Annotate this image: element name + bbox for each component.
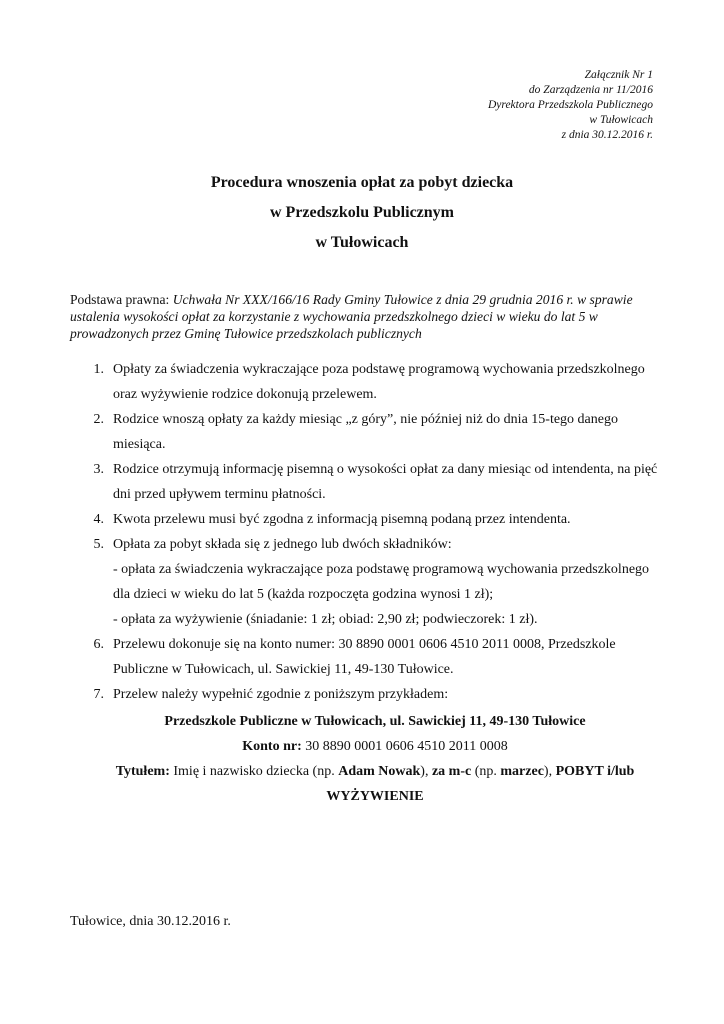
example-title-text-1: Imię i nazwisko dziecka (np.: [169, 764, 339, 779]
list-item: [70, 457, 660, 507]
item-number: 3.: [93, 462, 104, 477]
annex-line-2: do Zarządzenia nr 11/2016: [528, 84, 653, 96]
annex-line-4: w Tułowicach: [589, 114, 653, 126]
footer-place-date: Tułowice, dnia 30.12.2016 r.: [70, 914, 231, 929]
item-subtext-2: - opłata za wyżywienie (śniadanie: 1 zł; obiad: 2,90 zł; podwieczorek: 1 zł).: [113, 612, 538, 627]
annex-line-5: z dnia 30.12.2016 r.: [561, 129, 653, 141]
item-number: 1.: [93, 362, 104, 377]
item-text-group: [113, 532, 660, 632]
list-item: [70, 682, 660, 707]
item-number: 4.: [93, 512, 104, 527]
title-line-1: Procedura wnoszenia opłat za pobyt dziecka: [210, 174, 514, 191]
procedure-list: [70, 357, 660, 707]
list-item: [70, 357, 660, 407]
example-title-text-2: ),: [420, 764, 432, 779]
example-account-label: Konto nr:: [242, 739, 302, 754]
item-number: 6.: [93, 637, 104, 652]
item-text: Kwota przelewu musi być zgodna z informacją pisemną podaną przez intendenta.: [113, 512, 571, 527]
example-title-label: Tytułem:: [115, 764, 170, 779]
annex-line-3: Dyrektora Przedszkola Publicznego: [487, 99, 653, 111]
example-month-label: za m-c: [431, 764, 472, 779]
list-item: [70, 632, 660, 682]
example-title-tail: POBYT i/lub: [555, 764, 635, 779]
example-title-last: WYŻYWIENIE: [326, 789, 424, 804]
transfer-example: [70, 709, 680, 809]
example-month: marzec: [500, 764, 544, 779]
item-number: 2.: [93, 412, 104, 427]
example-child-name: Adam Nowak: [338, 764, 421, 779]
item-number: 5.: [93, 537, 104, 552]
list-item: [70, 407, 660, 457]
item-text: Opłaty za świadczenia wykraczające poza podstawę programową wychowania przedszkolnego oraz wyżywienie rodzice dokonują przelewem.: [113, 362, 645, 402]
list-item: [70, 507, 660, 532]
document-title: [0, 168, 724, 258]
example-title: [70, 759, 680, 784]
item-text: Przelewu dokonuje się na konto numer: 30 8890 0001 0606 4510 2011 0008, Przedszkole Publiczne w Tułowicach, ul. Sawickiej 11, 49-130 Tułowice.: [113, 637, 616, 677]
title-line-2: w Przedszkolu Publicznym: [270, 204, 454, 221]
example-recipient: Przedszkole Publiczne w Tułowicach, ul. Sawickiej 11, 49-130 Tułowice: [164, 714, 586, 729]
item-text: Opłata za pobyt składa się z jednego lub dwóch składników:: [113, 537, 452, 552]
example-title-text-4: ),: [543, 764, 556, 779]
title-line-3: w Tułowicach: [315, 234, 409, 251]
annex-line-1: Załącznik Nr 1: [584, 69, 653, 81]
item-text: Przelew należy wypełnić zgodnie z poniższym przykładem:: [113, 687, 449, 702]
example-account: [70, 734, 680, 759]
annex-header: [488, 68, 653, 143]
list-item: [70, 532, 660, 632]
item-subtext-1: - opłata za świadczenia wykraczające poza podstawę programową wychowania przedszkolnego dla dzieci w wieku do lat 5 (każda rozpoczęta godzina wynosi 1 zł);: [113, 562, 650, 602]
item-text: Rodzice otrzymują informację pisemną o wysokości opłat za dany miesiąc od intendenta, na pięć dni przed upływem terminu płatności.: [113, 462, 658, 502]
legal-basis: [70, 291, 660, 342]
legal-basis-label: Podstawa prawna:: [70, 292, 173, 307]
legal-basis-text: Uchwała Nr XXX/166/16 Rady Gminy Tułowice z dnia 29 grudnia 2016 r. w sprawie ustalenia wysokości opłat za korzystanie z wychowania przedszkolnego dzieci w wieku do lat 5 w prowadzonych przez Gminę Tułowice przedszkolach publicznych: [70, 292, 633, 341]
item-number: 7.: [93, 687, 104, 702]
example-title-text-3: (np.: [471, 764, 501, 779]
item-text: Rodzice wnoszą opłaty za każdy miesiąc „z góry”, nie później niż do dnia 15-tego danego miesiąca.: [113, 412, 618, 452]
example-account-value: 30 8890 0001 0606 4510 2011 0008: [301, 739, 508, 754]
